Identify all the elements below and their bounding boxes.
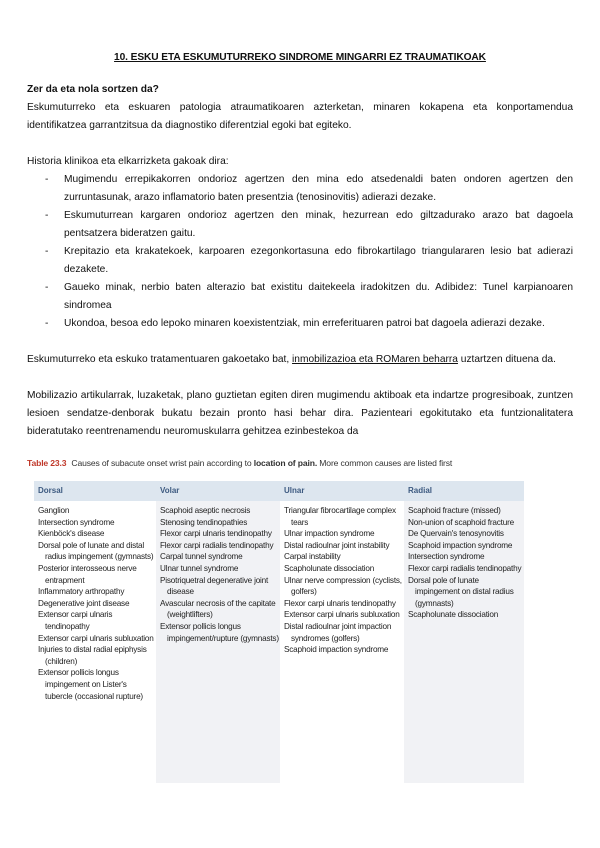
list-item xyxy=(27,315,573,333)
column-radial xyxy=(404,501,524,783)
section-heading: Zer da eta nola sortzen da? xyxy=(27,84,159,95)
causes-table xyxy=(34,481,524,783)
column-header-radial: Radial xyxy=(408,486,433,495)
table-cell: Extensor carpi ulnaris tendinopathy xyxy=(38,610,113,631)
table-cell: Dorsal pole of lunate impingement on distal radius (gymnasts) xyxy=(408,575,514,608)
table-cell: Ulnar tunnel syndrome xyxy=(160,563,239,573)
table-cell: Flexor carpi radialis tendinopathy xyxy=(408,563,522,573)
treatment-paragraph xyxy=(27,351,573,369)
dash-bullet-icon: - xyxy=(45,282,49,293)
table-cell: Distal radioulnar joint impaction syndromes (golfers) xyxy=(284,621,392,643)
table-cell: Distal radioulnar joint instability xyxy=(284,540,390,550)
list-item xyxy=(27,279,573,315)
table-cell: Extensor carpi ulnaris subluxation xyxy=(284,610,400,620)
treatment-text-start: Eskumuturreko eta eskuko tratamentuaren gakoetako bat, xyxy=(27,354,293,365)
table-cell: Intersection syndrome xyxy=(408,552,485,562)
caption-text-end: More common causes are listed first xyxy=(317,458,453,468)
treatment-text-end: uztartzen dituena da. xyxy=(457,354,556,365)
table-cell: Ulnar impaction syndrome xyxy=(284,529,375,539)
table-cell: Scapholunate dissociation xyxy=(284,563,375,573)
table-cell: Ganglion xyxy=(38,506,70,515)
table-cell: Non-union of scaphoid fracture xyxy=(408,517,514,527)
history-bullet-list xyxy=(27,171,573,333)
list-item xyxy=(27,243,573,279)
column-dorsal xyxy=(34,501,156,783)
table-cell: Carpal instability xyxy=(284,552,341,562)
table-cell: Ulnar nerve compression (cyclists, golfers) xyxy=(284,575,402,597)
history-intro: Historia klinikoa eta elkarrizketa gakoak dira: xyxy=(27,156,229,167)
column-header-ulnar: Ulnar xyxy=(284,486,305,495)
list-item-text: Gaueko minak, nerbio baten alterazio bat existitu daitekeela iradokitzen du. Adibidez: Tunel karpianoaren sindromea xyxy=(64,282,573,311)
table-cell: Stenosing tendinopathies xyxy=(160,517,248,527)
table-cell: Scapholunate dissociation xyxy=(408,610,499,620)
list-item-text: Ukondoa, besoa edo lepoko minaren koexistentziak, min erreferituaren patroi bat dagoela adierazi dezake. xyxy=(64,318,545,329)
table-cell: Avascular necrosis of the capitate (weightlifters) xyxy=(160,598,276,620)
caption-bold-text: location of pain. xyxy=(253,458,318,468)
table-number: Table 23.3 xyxy=(27,458,67,468)
column-volar xyxy=(156,501,280,783)
table-cell: Scaphoid impaction syndrome xyxy=(408,540,513,550)
caption-text: Causes of subacute onset wrist pain according to xyxy=(71,458,254,468)
table-cell: Dorsal pole of lunate and distal radius impingement (gymnasts) xyxy=(38,540,154,562)
table-cell: Scaphoid impaction syndrome xyxy=(284,645,389,655)
ulnar-causes-list xyxy=(284,505,404,656)
table-cell: Pisotriquetral degenerative joint disease xyxy=(160,575,269,597)
dash-bullet-icon: - xyxy=(45,246,49,257)
list-item xyxy=(27,171,573,207)
column-header-dorsal: Dorsal xyxy=(38,486,63,495)
table-cell: De Quervain's tenosynovitis xyxy=(408,529,504,539)
mobilization-paragraph: Mobilizazio artikularrak, luzaketak, plano guztietan egiten diren mugimendu aktiboak eta indartze progresiboak, zuntzen lesioen sendatze-denborak bukatu bezain pronto hasi behar dira. Pazienteari egokitutako eta funtzionalitatera bideratutako reentrenamendu neuromuskularra gehitzea ezinbestekoa da xyxy=(27,390,573,437)
dash-bullet-icon: - xyxy=(45,210,49,221)
table-cell: Scaphoid fracture (missed) xyxy=(408,506,501,515)
table-cell: Intersection syndrome xyxy=(38,517,115,527)
list-item-text: Krepitazio eta krakatekoek, karpoaren ezegonkortasuna edo fibrokartilago triangulararen lesio bat adierazi dezakete. xyxy=(64,246,573,275)
page-title: 10. ESKU ETA ESKUMUTURREKO SINDROME MINGARRI EZ TRAUMATIKOAK xyxy=(114,52,486,63)
table-cell: Flexor carpi radialis tendinopathy xyxy=(160,540,274,550)
table-cell: Scaphoid aseptic necrosis xyxy=(160,506,251,515)
table-cell: Flexor carpi ulnaris tendinopathy xyxy=(284,598,396,608)
radial-causes-list xyxy=(408,505,524,621)
column-header-volar: Volar xyxy=(160,486,180,495)
table-cell: Inflammatory arthropathy xyxy=(38,587,125,597)
list-item-text: Mugimendu errepikakorren ondorioz agertzen den mina edo atsedenaldi baten ondoren agertzen den zurruntasunak, arazo inflamatorio baten presentzia (tenosinovitis) adierazi dezake. xyxy=(64,174,573,203)
intro-paragraph: Eskumuturreko eta eskuaren patologia atraumatikoaren azterketan, minaren kokapena eta konportamendua identifikatzea garrantzitsua da diagnostiko diferentzial egoki bat egiteko. xyxy=(27,102,573,131)
table-cell: Posterior interosseous nerve entrapment xyxy=(38,563,137,585)
table-caption xyxy=(27,458,452,468)
table-cell: Carpal tunnel syndrome xyxy=(160,552,243,562)
dorsal-causes-list xyxy=(38,505,156,702)
table-header-row xyxy=(34,481,524,501)
dash-bullet-icon: - xyxy=(45,174,49,185)
list-item-text: Eskumuturrean kargaren ondorioz agertzen den minak, hezurrean edo giltzadurako arazo bat dagoela pentsatzera bideratzen gaitu. xyxy=(64,210,573,239)
table-cell: Triangular fibrocartilage complex tears xyxy=(284,506,396,527)
table-cell: Injuries to distal radial epiphysis (children) xyxy=(38,645,147,666)
dash-bullet-icon: - xyxy=(45,318,49,329)
table-cell: Extensor pollicis longus impingement on Lister's tubercle (occasional rupture) xyxy=(38,668,143,701)
table-cell: Flexor carpi ulnaris tendinopathy xyxy=(160,529,272,539)
table-cell: Degenerative joint disease xyxy=(38,598,130,608)
table-cell: Kienböck's disease xyxy=(38,529,105,539)
treatment-underlined-text: inmobilizazioa eta ROMaren beharra xyxy=(292,354,458,365)
volar-causes-list xyxy=(160,505,280,644)
column-ulnar xyxy=(280,501,404,783)
list-item xyxy=(27,207,573,243)
table-cell: Extensor carpi ulnaris subluxation xyxy=(38,633,154,643)
table-cell: Extensor pollicis longus impingement/rupture (gymnasts) xyxy=(160,621,279,643)
